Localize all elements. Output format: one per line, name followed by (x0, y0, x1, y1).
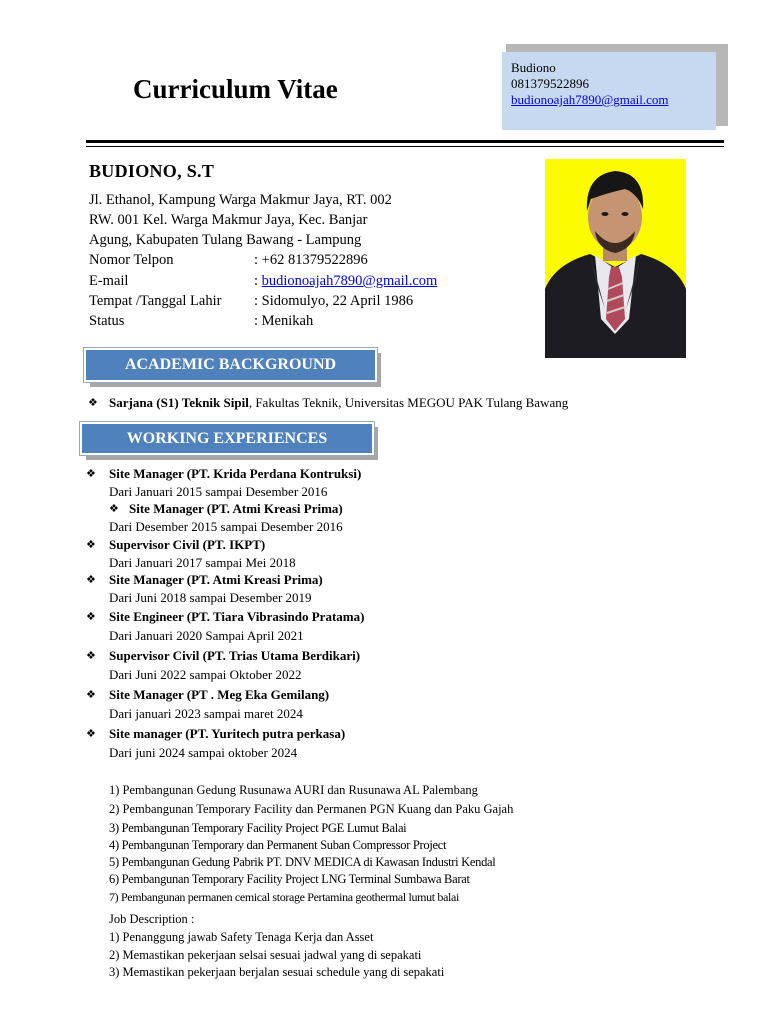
degree: Sarjana (S1) Teknik Sipil (109, 395, 249, 410)
email-value: : budionoajah7890@gmail.com (254, 273, 438, 289)
address-line: Jl. Ethanol, Kampung Warga Makmur Jaya, RT. 002 (89, 192, 392, 208)
job-period: Dari juni 2024 sampai oktober 2024 (109, 745, 298, 760)
header-divider-thick (86, 140, 724, 143)
job-description-item: 2) Memastikan pekerjaan selsai sesuai jadwal yang di sepakati (109, 948, 422, 962)
job-title: Site Engineer (PT. Tiara Vibrasindo Pratama) (109, 609, 365, 624)
job-period: Dari Januari 2015 sampai Desember 2016 (109, 484, 328, 499)
job-period: Dari Desember 2015 sampai Desember 2016 (109, 519, 343, 534)
diamond-bullet-icon: ❖ (88, 397, 98, 409)
diamond-bullet-icon: ❖ (86, 611, 96, 623)
page-title: Curriculum Vitae (133, 74, 338, 104)
job-title: Supervisor Civil (PT. Trias Utama Berdikari) (109, 648, 361, 663)
project-item: 1) Pembangunan Gedung Rusunawa AURI dan Rusunawa AL Palembang (109, 783, 478, 797)
diamond-bullet-icon: ❖ (86, 650, 96, 662)
diamond-bullet-icon: ❖ (86, 539, 96, 551)
job-description-item: 3) Memastikan pekerjaan berjalan sesuai schedule yang di sepakati (109, 965, 445, 979)
academic-heading: ACADEMIC BACKGROUND (84, 348, 377, 382)
contact-name: Budiono (511, 60, 556, 75)
address-line: RW. 001 Kel. Warga Makmur Jaya, Kec. Banjar (89, 212, 368, 228)
job-title: Site manager (PT. Yuritech putra perkasa) (109, 726, 346, 741)
job-period: Dari Juni 2018 sampai Desember 2019 (109, 590, 312, 605)
birth-value: : Sidomulyo, 22 April 1986 (254, 293, 414, 309)
job-period: Dari januari 2023 sampai maret 2024 (109, 706, 303, 721)
project-item: 6) Pembangunan Temporary Facility Project LNG Terminal Sumbawa Barat (109, 872, 470, 886)
status-label: Status (89, 313, 125, 329)
project-item: 4) Pembangunan Temporary dan Permanent Suban Compressor Project (109, 838, 447, 852)
phone-label: Nomor Telpon (89, 252, 174, 268)
academic-entry (109, 395, 568, 411)
job-period: Dari Juni 2022 sampai Oktober 2022 (109, 667, 302, 682)
job-title: Site Manager (PT. Atmi Kreasi Prima) (129, 501, 343, 516)
full-name: BUDIONO, S.T (89, 161, 215, 181)
phone-value: : +62 81379522896 (254, 252, 368, 268)
project-item: 3) Pembangunan Temporary Facility Project PGE Lumut Balai (109, 821, 407, 835)
project-item: 7) Pembangunan permanen cemical storage Pertamina geothermal lumut balai (109, 890, 459, 904)
contact-email-link[interactable]: budionoajah7890@gmail.com (511, 92, 669, 107)
diamond-bullet-icon: ❖ (86, 728, 96, 740)
status-value: : Menikah (254, 313, 314, 329)
job-title: Site Manager (PT. Krida Perdana Kontruksi) (109, 466, 362, 481)
profile-photo (545, 159, 686, 358)
project-item: 2) Pembangunan Temporary Facility dan Permanen PGN Kuang dan Paku Gajah (109, 802, 514, 816)
job-title: Site Manager (PT . Meg Eka Gemilang) (109, 687, 330, 702)
email-label: E-mail (89, 273, 129, 289)
project-item: 5) Pembangunan Gedung Pabrik PT. DNV MEDICA di Kawasan Industri Kendal (109, 855, 496, 869)
header-divider-thin (86, 146, 724, 147)
job-description-heading: Job Description : (109, 912, 195, 926)
diamond-bullet-icon: ❖ (109, 503, 119, 515)
job-title: Site Manager (PT. Atmi Kreasi Prima) (109, 572, 323, 587)
job-description-item: 1) Penanggung jawab Safety Tenaga Kerja dan Asset (109, 930, 374, 944)
contact-phone: 081379522896 (511, 76, 589, 91)
diamond-bullet-icon: ❖ (86, 574, 96, 586)
address-line: Agung, Kabupaten Tulang Bawang - Lampung (89, 232, 362, 248)
job-period: Dari Januari 2017 sampai Mei 2018 (109, 555, 296, 570)
diamond-bullet-icon: ❖ (86, 689, 96, 701)
job-title: Supervisor Civil (PT. IKPT) (109, 537, 266, 552)
work-heading: WORKING EXPERIENCES (80, 422, 374, 455)
contact-box (502, 52, 716, 130)
birth-label: Tempat /Tanggal Lahir (89, 293, 222, 309)
portrait-illustration (545, 159, 686, 358)
job-period: Dari Januari 2020 Sampai April 2021 (109, 628, 304, 643)
institution: , Fakultas Teknik, Universitas MEGOU PAK Tulang Bawang (248, 395, 569, 410)
email-link[interactable]: budionoajah7890@gmail.com (261, 273, 438, 289)
diamond-bullet-icon: ❖ (86, 468, 96, 480)
